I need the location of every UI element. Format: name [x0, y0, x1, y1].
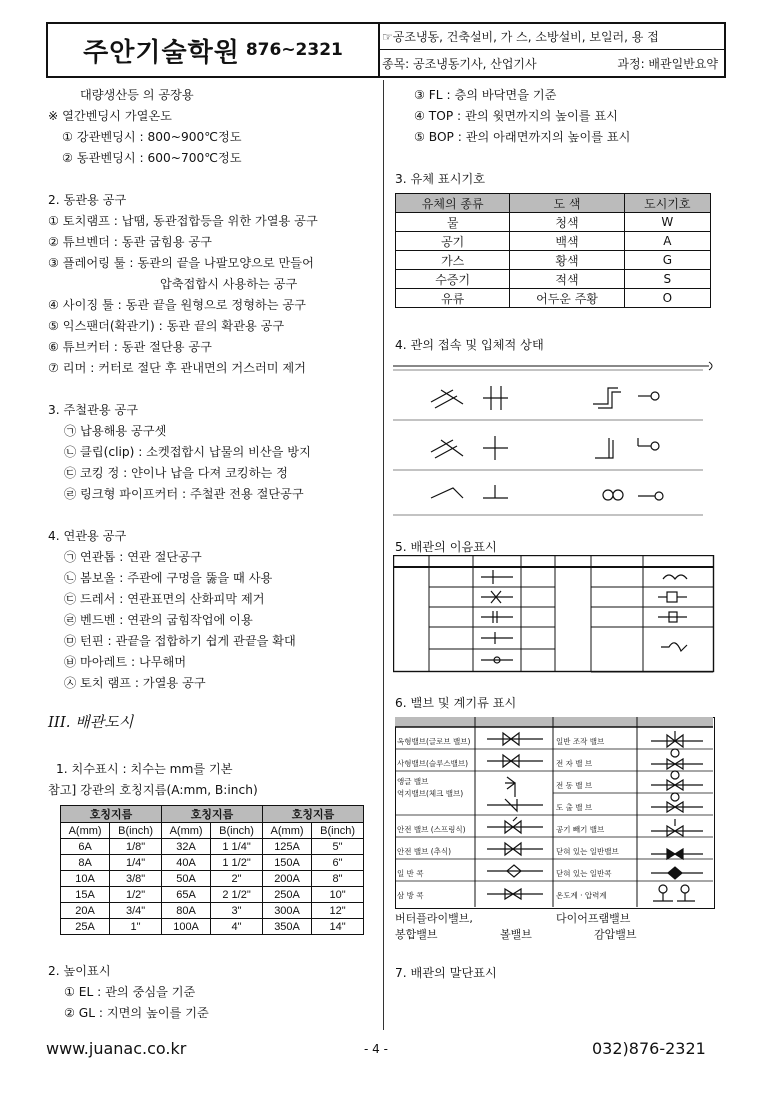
- section-heading: 4. 관의 접속 및 입체적 상태: [395, 338, 544, 352]
- valve-note: 버터플라이밸브,: [395, 912, 473, 925]
- list-item: ③ FL : 층의 바닥면을 기준: [414, 88, 557, 102]
- text-line: 참고] 강관의 호칭지름(A:mm, B:inch): [48, 783, 258, 797]
- table-row: [61, 871, 364, 887]
- table-row: [61, 839, 364, 855]
- table-row: [61, 919, 364, 935]
- table-cell: 2": [211, 871, 263, 887]
- table-cell: 1 1/4": [211, 839, 263, 855]
- table-cell: 65A: [161, 887, 210, 903]
- list-item: ㉡ 클립(clip) : 소켓접합시 납물의 비산을 방지: [64, 445, 311, 459]
- list-item: ⑤ BOP : 관의 아래면까지의 높이를 표시: [414, 130, 631, 144]
- pipe-size-table: [60, 805, 364, 935]
- table-cell: 10": [312, 887, 364, 903]
- table-cell: 1 1/2": [211, 855, 263, 871]
- table-cell: 3": [211, 903, 263, 919]
- fluid-table-body: [396, 213, 711, 308]
- list-item: ④ TOP : 관의 윗면까지의 높이를 표시: [414, 109, 618, 123]
- table-cell: O: [624, 289, 710, 308]
- valve-label: 일 반 콕: [397, 869, 424, 878]
- table-cell: 80A: [161, 903, 210, 919]
- table-cell: 25A: [61, 919, 110, 935]
- column-divider: [383, 80, 384, 1030]
- header-box: [46, 22, 726, 78]
- pipe-table-body: [61, 839, 364, 935]
- text-line: 1. 치수표시 : 치수는 mm를 기본: [56, 762, 233, 776]
- text-line: ② 동관벤딩시 : 600~700℃정도: [62, 151, 242, 165]
- fluid-table: [395, 193, 711, 308]
- section-heading: 2. 동관용 공구: [48, 193, 127, 207]
- table-row: [396, 232, 711, 251]
- col-header: 유체의 종류: [396, 194, 510, 213]
- table-cell: 10A: [61, 871, 110, 887]
- table-cell: 6A: [61, 839, 110, 855]
- table-cell: 수증기: [396, 270, 510, 289]
- list-item: ② 튜브벤더 : 동관 굽힘용 공구: [48, 235, 212, 249]
- text-line: 대량생산등 의 공장용: [80, 88, 194, 102]
- table-cell: 유류: [396, 289, 510, 308]
- table-cell: 어두운 주황: [510, 289, 624, 308]
- table-cell: 청색: [510, 213, 624, 232]
- table-cell: 8": [312, 871, 364, 887]
- table-row: [61, 903, 364, 919]
- table-cell: 공기: [396, 232, 510, 251]
- table-cell: 250A: [262, 887, 311, 903]
- section-heading: 3. 유체 표시기호: [395, 172, 486, 186]
- footer-phone: 032)876-2321: [592, 1039, 706, 1058]
- list-item: ㉣ 벤드벤 : 연관의 굽힘작업에 이용: [64, 613, 253, 627]
- table-cell: 100A: [161, 919, 210, 935]
- subjects-line: ☞공조냉동, 건축설비, 가 스, 소방설비, 보일러, 용 접: [380, 24, 724, 50]
- list-item: ⑤ 익스팬더(확관기) : 동관 끝의 확관용 공구: [48, 319, 285, 333]
- page-number: - 4 -: [364, 1042, 388, 1056]
- table-cell: G: [624, 251, 710, 270]
- list-item: ㉥ 마아레트 : 나무해머: [64, 655, 187, 669]
- list-item: ③ 플레어링 툴 : 동관의 끝을 나팔모양으로 만들어: [48, 256, 314, 270]
- list-item: ① EL : 관의 중심을 기준: [64, 985, 196, 999]
- list-item: ⑦ 리머 : 커터로 절단 후 관내면의 거스러미 제거: [48, 361, 306, 375]
- valve-label: 사형밸브(슬루스밸브): [397, 759, 469, 768]
- table-header: 호칭지름: [161, 806, 262, 823]
- table-row: [61, 855, 364, 871]
- table-cell: A: [624, 232, 710, 251]
- text-line: ① 강관벤딩시 : 800~900℃정도: [62, 130, 242, 144]
- text-line: ※ 열간벤딩시 가열온도: [48, 109, 172, 123]
- valve-label: 닫혀 있는 일반밸브: [556, 847, 619, 856]
- valve-note: 감압밸브: [594, 928, 637, 941]
- valve-label: 닫혀 있는 일반콕: [556, 869, 612, 878]
- list-item: ② GL : 지면의 높이를 기준: [64, 1006, 209, 1020]
- valve-label: 삼 방 콕: [397, 891, 424, 900]
- table-cell: 1/2": [110, 887, 162, 903]
- valve-note: 봉합밸브: [395, 928, 438, 941]
- table-cell: 적색: [510, 270, 624, 289]
- valve-label: 전 자 밸 브: [556, 759, 593, 768]
- valve-label: 온도계 · 압력계: [556, 891, 607, 900]
- table-cell: 6": [312, 855, 364, 871]
- table-cell: 15A: [61, 887, 110, 903]
- table-cell: 12": [312, 903, 364, 919]
- table-cell: 1/4": [110, 855, 162, 871]
- col-header: B(inch): [110, 823, 162, 839]
- table-cell: 물: [396, 213, 510, 232]
- table-cell: S: [624, 270, 710, 289]
- table-row: [396, 289, 711, 308]
- valve-label: 안전 밸브 (스프링식): [397, 825, 466, 834]
- list-item: ㉠ 납용해용 공구셋: [64, 424, 167, 438]
- valve-note: 다이어프램밸브: [556, 912, 631, 925]
- table-cell: 백색: [510, 232, 624, 251]
- chapter-title: III. 배관도시: [48, 713, 134, 731]
- table-cell: 1/8": [110, 839, 162, 855]
- table-cell: 5": [312, 839, 364, 855]
- table-cell: 50A: [161, 871, 210, 887]
- valve-label: 옥형밸브(글로브 밸브): [397, 737, 471, 746]
- table-cell: 125A: [262, 839, 311, 855]
- col-header: B(inch): [312, 823, 364, 839]
- valve-label: 전 동 밸 브: [556, 781, 593, 790]
- list-item: ㉢ 드레서 : 연관표면의 산화피막 제거: [64, 592, 265, 606]
- table-row: [396, 251, 711, 270]
- list-item: ㉣ 링크형 파이프커터 : 주철관 전용 절단공구: [64, 487, 304, 501]
- list-item: ④ 사이징 툴 : 동관 끝을 원형으로 정형하는 공구: [48, 298, 306, 312]
- section-heading: 3. 주철관용 공구: [48, 403, 139, 417]
- course-label: 종목: 공조냉동기사, 산업기사: [382, 57, 537, 71]
- list-item: ㉢ 코킹 정 : 얀이나 납을 다져 코킹하는 정: [64, 466, 288, 480]
- col-header: A(mm): [262, 823, 311, 839]
- col-header: B(inch): [211, 823, 263, 839]
- table-cell: 200A: [262, 871, 311, 887]
- col-header: A(mm): [61, 823, 110, 839]
- table-cell: 2 1/2": [211, 887, 263, 903]
- list-item: ① 토치램프 : 납땜, 동관접합등을 위한 가열용 공구: [48, 214, 318, 228]
- list-item: 압축접합시 사용하는 공구: [160, 277, 298, 291]
- section-heading: 7. 배관의 말단표시: [395, 966, 497, 980]
- table-cell: W: [624, 213, 710, 232]
- valve-label: 일반 조작 밸브: [556, 737, 605, 746]
- table-cell: 300A: [262, 903, 311, 919]
- table-cell: 가스: [396, 251, 510, 270]
- section-heading: 6. 밸브 및 계기류 표시: [395, 696, 517, 710]
- list-item: ㉦ 토치 램프 : 가열용 공구: [64, 676, 206, 690]
- valve-note: 볼밸브: [500, 928, 532, 941]
- table-header: 호칭지름: [61, 806, 162, 823]
- table-cell: 4": [211, 919, 263, 935]
- table-cell: 32A: [161, 839, 210, 855]
- table-cell: 350A: [262, 919, 311, 935]
- table-cell: 8A: [61, 855, 110, 871]
- table-row: [396, 270, 711, 289]
- list-item: ㉤ 턴핀 : 관끝을 접합하기 쉽게 관끝을 확대: [64, 634, 296, 648]
- process-label: 과정: 배관일반요약: [617, 57, 718, 71]
- list-item: ⑥ 튜브커터 : 동관 절단용 공구: [48, 340, 212, 354]
- pipe-fitting-diagram: [393, 555, 715, 673]
- pipe-connection-diagram: [393, 360, 715, 520]
- col-header: 도시기호: [624, 194, 710, 213]
- table-cell: 3/4": [110, 903, 162, 919]
- col-header: 도 색: [510, 194, 624, 213]
- valve-label: 앵글 밸브: [397, 777, 429, 786]
- valve-label: 공기 빼기 밸브: [556, 825, 605, 834]
- table-cell: 20A: [61, 903, 110, 919]
- table-row: [61, 887, 364, 903]
- table-cell: 150A: [262, 855, 311, 871]
- valve-label: 안전 밸브 (추식): [397, 847, 452, 856]
- section-heading: 4. 연관용 공구: [48, 529, 127, 543]
- table-cell: 1": [110, 919, 162, 935]
- table-cell: 40A: [161, 855, 210, 871]
- valve-label: 역지밸브(체크 밸브): [397, 789, 464, 798]
- col-header: A(mm): [161, 823, 210, 839]
- list-item: ㉠ 연관톱 : 연관 절단공구: [64, 550, 202, 564]
- table-row: [396, 213, 711, 232]
- logo-text: 주안기술학원: [83, 37, 240, 68]
- table-header: 호칭지름: [262, 806, 363, 823]
- valve-label: 도 출 밸 브: [556, 803, 593, 812]
- footer-website: www.juanac.co.kr: [46, 1039, 187, 1058]
- brand: [48, 24, 380, 76]
- header-phone: 876~2321: [245, 40, 343, 60]
- list-item: ㉡ 봄보올 : 주관에 구멍을 뚫을 때 사용: [64, 571, 273, 585]
- course-line: [380, 51, 724, 76]
- table-cell: 황색: [510, 251, 624, 270]
- table-cell: 3/8": [110, 871, 162, 887]
- table-cell: 14": [312, 919, 364, 935]
- section-heading: 2. 높이표시: [48, 964, 111, 978]
- section-heading: 5. 배관의 이음표시: [395, 540, 497, 554]
